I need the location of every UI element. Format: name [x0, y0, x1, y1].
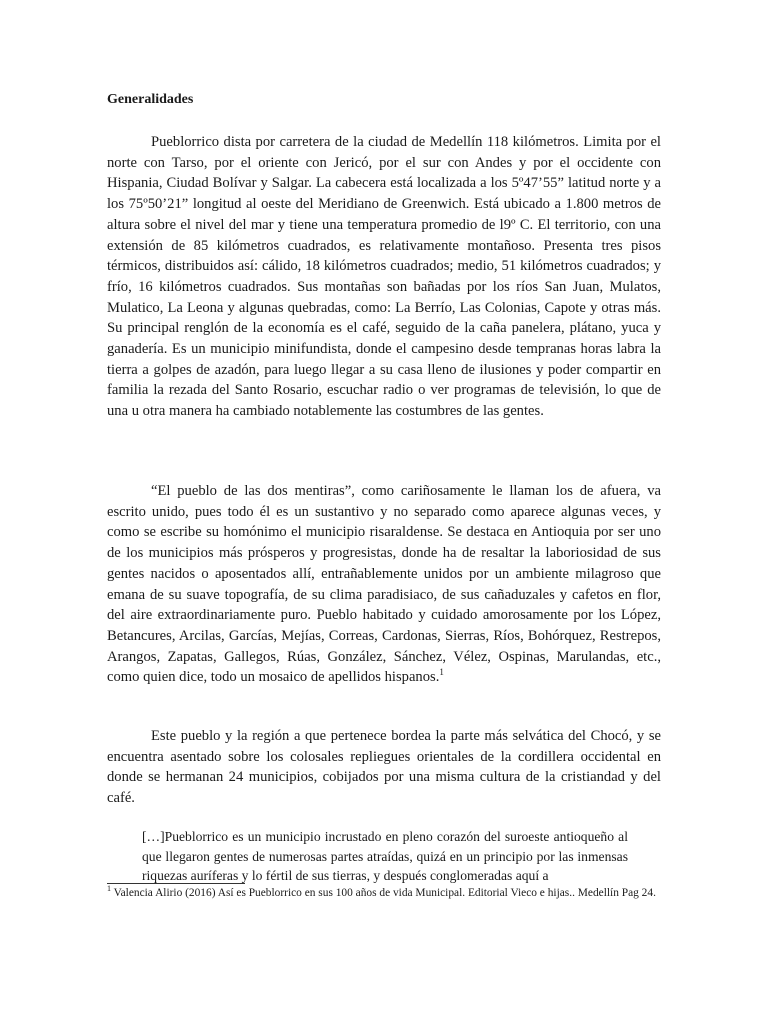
block-quote: […]Pueblorrico es un municipio incrustado en pleno corazón del suroeste antioqueño al que llegaron gentes de numerosas partes atraídas, quizá en un principio por las inmensas riquezas auríferas y lo fértil de sus tierras, y después conglomeradas aquí a: [142, 829, 628, 884]
paragraph-1: Pueblorrico dista por carretera de la ciudad de Medellín 118 kilómetros. Limita por el norte con Tarso, por el oriente con Jericó, por el sur con Andes y por el occidente con Hispania, Ciudad Bolívar y Salgar. La cabecera está localizada a los 5º47’55” latitud norte y a los 75º50’21” longitud al oeste del Meridiano de Greenwich. Está ubicado a 1.800 metros de altura sobre el nivel del mar y tiene una temperatura promedio de l9º C. El territorio, con una extensión de 85 kilómetros cuadrados, es relativamente montañoso. Presenta tres pisos térmicos, distribuidos así: cálido, 18 kilómetros cuadrados; medio, 51 kilómetros cuadrados; y frío, 16 kilómetros cuadrados. Sus montañas son bañadas por los ríos San Juan, Mulatos, Mulatico, La Leona y algunas quebradas, como: La Berrío, Las Colonias, Capote y otras más. Su principal renglón de la economía es el café, seguido de la caña panelera, plátano, yuca y ganadería. Es un municipio minifundista, donde el campesino desde tempranas horas labra la tierra a golpes de azadón, para luego llegar a su casa lleno de ilusiones y poder compartir en familia la rezada del Santo Rosario, escuchar radio o ver programas de televisión, lo que de una u otra manera ha cambiado notablemente las costumbres de las gentes.: [107, 134, 661, 420]
section-heading: Generalidades: [107, 92, 194, 107]
footnote-text: Valencia Alirio (2016) Así es Pueblorrico en sus 100 años de vida Municipal. Editorial Vieco e hijas.. Medellín Pag 24.: [111, 887, 656, 899]
footnote: [107, 886, 661, 902]
paragraph-2: [107, 481, 661, 688]
paragraph-2-text: “El pueblo de las dos mentiras”, como cariñosamente le llaman los de afuera, va escrito unido, pues todo él es un sustantivo y no separado como aparece algunas veces, y como se escribe su homónimo el municipio risaraldense. Se destaca en Antioquia por ser uno de los municipios más prósperos y progresistas, donde ha de resaltar la laboriosidad de sus gentes nacidos o aposentados allí, entrañablemente unidos por un ambiente milagroso que emana de su suave topografía, de su clima paradisiaco, de sus cañaduzales y cafetos en flor, del aire extraordinariamente puro. Pueblo habitado y cuidado amorosamente por los López, Betancures, Arcilas, Garcías, Mejías, Correas, Cardonas, Sierras, Ríos, Bohórquez, Restrepos, Arangos, Zapatas, Gallegos, Rúas, González, Sánchez, Vélez, Ospinas, Marulandas, etc., como quien dice, todo un mosaico de apellidos hispanos.: [107, 483, 661, 686]
footnote-number: 1: [107, 884, 111, 894]
paragraph-3: Este pueblo y la región a que pertenece bordea la parte más selvática del Chocó, y se encuentra asentado sobre los colosales repliegues orientales de la cordillera occidental en donde se hermanan 24 municipios, cobijados por una misma cultura de la cristiandad y del café.: [107, 728, 661, 807]
footnote-reference: 1: [439, 667, 444, 678]
footnote-separator: [107, 883, 245, 884]
